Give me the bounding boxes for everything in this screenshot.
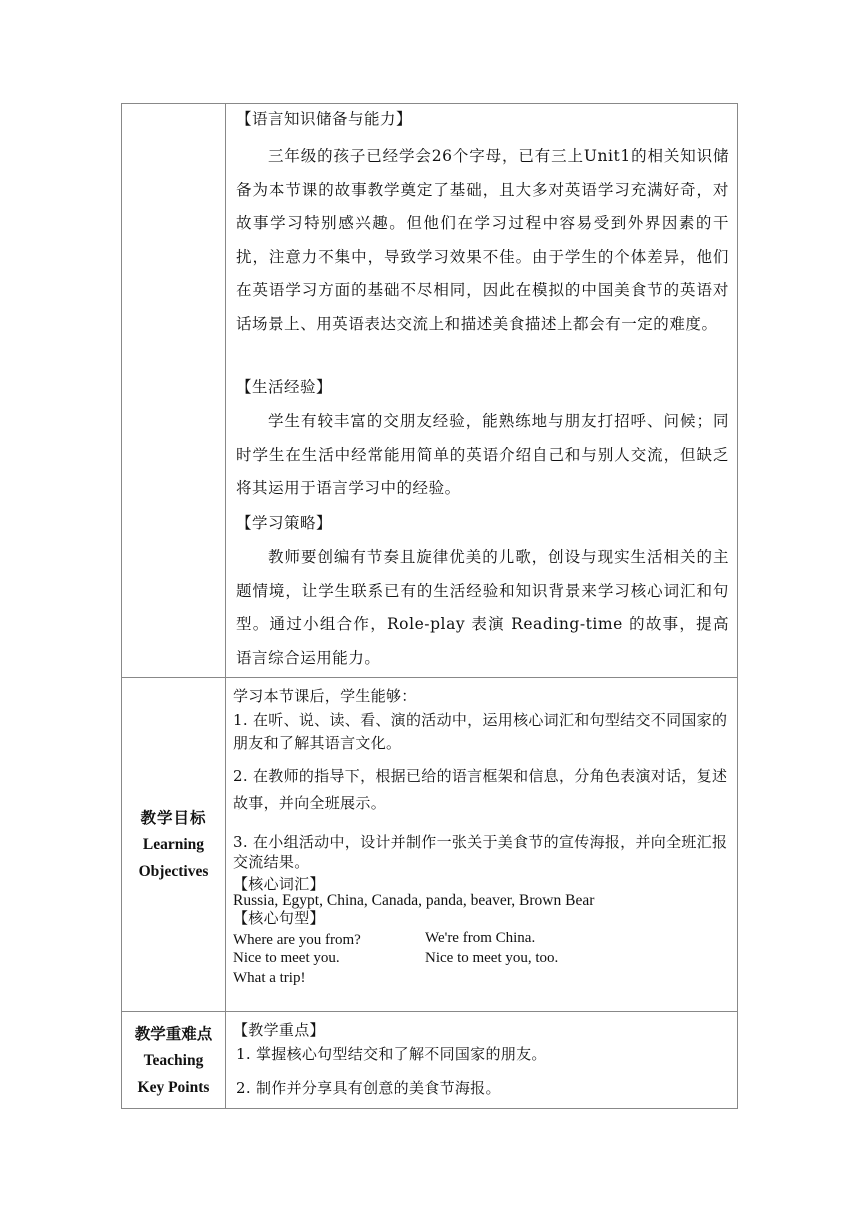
section-heading-life: 【生活经验】 <box>236 378 333 396</box>
objectives-content <box>226 678 737 1011</box>
strategy-paragraph: 教师要创编有节奏且旋律优美的儿歌，创设与现实生活相关的主题情境，让学生联系已有的生活经验和知识背景来学习核心词汇和句型。通过小组合作，Role-play 表演 Reading-time 的故事，提高语言综合运用能力。 <box>236 548 729 667</box>
keypoints-label-en2: Key Points <box>137 1078 210 1096</box>
objective-item-2: 2. 在教师的指导下，根据已给的语言框架和信息，分角色表演对话，复述故事，并向全班展示。 <box>233 767 728 812</box>
sentence-from-china: We're from China. <box>425 930 536 946</box>
keypoints-label <box>135 1020 213 1101</box>
sentence-nice-too: Nice to meet you, too. <box>425 950 559 966</box>
life-paragraph: 学生有较丰富的交朋友经验，能熟练地与朋友打招呼、问候；同时学生在生活中经常能用简单的英语介绍自己和与别人交流，但缺乏将其运用于语言学习中的经验。 <box>236 412 729 497</box>
objective-item-1: 1. 在听、说、读、看、演的活动中，运用核心词汇和句型结交不同国家的朋友和了解其语言文化。 <box>233 711 728 752</box>
core-vocab-list: Russia, Egypt, China, Canada, panda, beaver, Brown Bear <box>233 892 595 909</box>
keypoints-content <box>226 1012 737 1108</box>
section-heading-strategy: 【学习策略】 <box>236 514 333 532</box>
sentence-where: Where are you from? <box>233 932 361 948</box>
objective-item-3: 3. 在小组活动中，设计并制作一张关于美食节的宣传海报，并向全班汇报交流结果。 <box>233 833 728 871</box>
keypoints-label-cell <box>122 1012 226 1108</box>
sentence-trip: What a trip! <box>233 970 306 986</box>
lesson-plan-table <box>121 103 738 1109</box>
objectives-intro: 学习本节课后，学生能够： <box>233 687 417 705</box>
section-heading-language: 【语言知识储备与能力】 <box>236 110 413 128</box>
keypoints-label-cn: 教学重难点 <box>134 1023 213 1043</box>
learner-analysis-row <box>121 103 738 678</box>
objectives-label-cn: 教学目标 <box>140 808 207 827</box>
sentence-nice: Nice to meet you. <box>233 950 340 966</box>
objectives-label <box>139 804 209 885</box>
language-paragraph: 三年级的孩子已经学会26个字母，已有三上Unit1的相关知识储备为本节课的故事教学奠定了基础，且大多对英语学习充满好奇，对故事学习特别感兴趣。但他们在学习过程中容易受到外界因素的干扰，注意力不集中，导致学习效果不佳。由于学生的个体差异，他们在英语学习方面的基础不尽相同，因此在模拟的中国美食节的英语对话场景上、用英语表达交流上和描述美食描述上都会有一定的难度。 <box>236 147 729 333</box>
keypoints-label-en1: Teaching <box>143 1051 204 1069</box>
objectives-label-en1: Learning <box>142 836 205 853</box>
core-vocab-heading: 【核心词汇】 <box>233 875 325 893</box>
objectives-label-en2: Objectives <box>138 863 209 880</box>
keypoints-row <box>121 1012 738 1109</box>
objectives-row <box>121 678 738 1012</box>
keypoints-heading: 【教学重点】 <box>233 1021 325 1039</box>
row-label-cell-empty <box>122 104 226 677</box>
keypoint-item-1: 1. 掌握核心句型结交和了解不同国家的朋友。 <box>236 1045 547 1063</box>
objectives-label-cell <box>122 678 226 1011</box>
core-sentence-heading: 【核心句型】 <box>233 909 325 927</box>
keypoint-item-2: 2. 制作并分享具有创意的美食节海报。 <box>236 1079 501 1097</box>
learner-analysis-content <box>226 104 737 677</box>
